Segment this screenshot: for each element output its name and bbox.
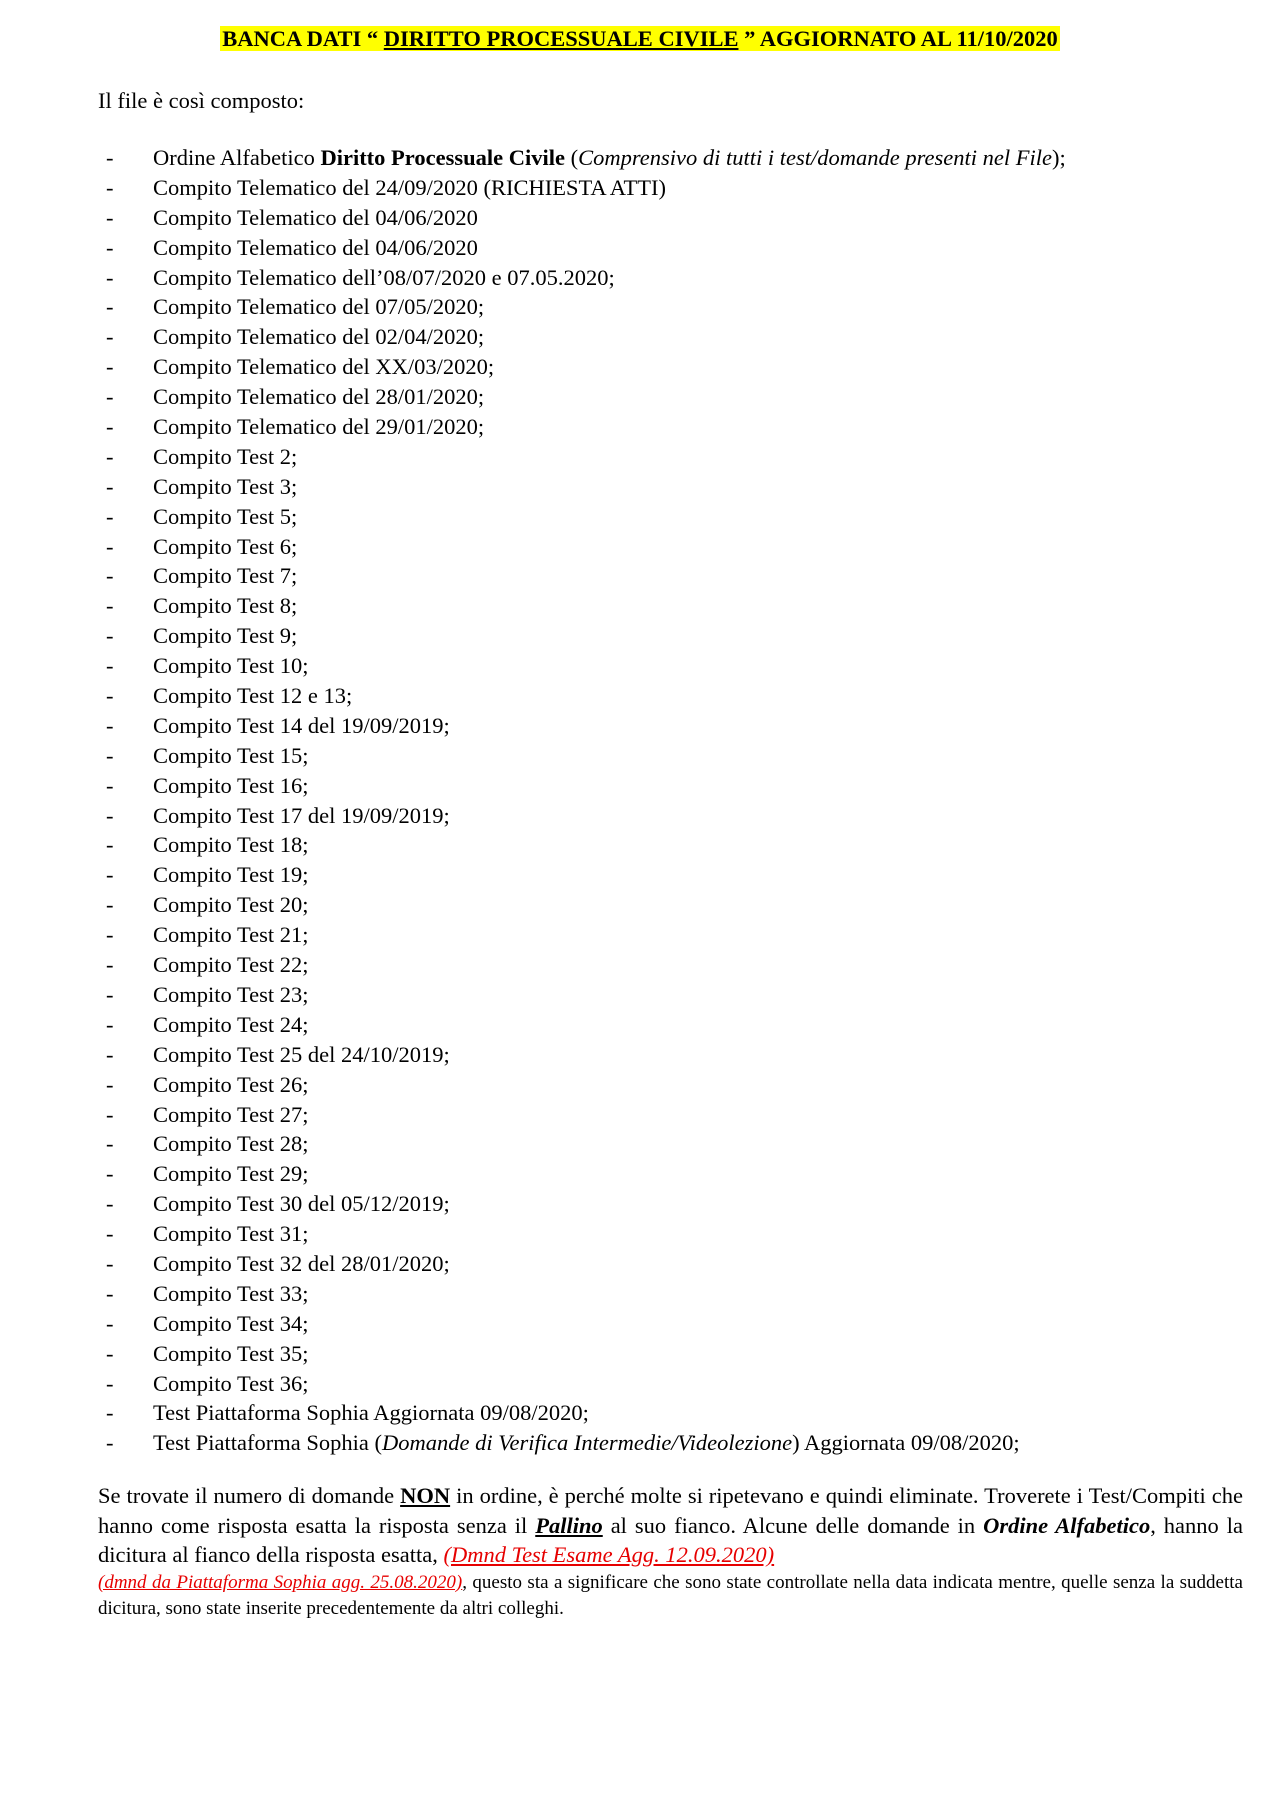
list-item-text: Compito Test 28; <box>153 1131 309 1157</box>
footer-emphasis-pallino: Pallino <box>535 1512 603 1538</box>
list-bullet: - <box>106 952 114 978</box>
list-item-text: Compito Test 9; <box>153 623 298 649</box>
list-item <box>0 1249 1280 1279</box>
list-bullet: - <box>106 384 114 410</box>
list-bullet: - <box>106 712 114 738</box>
footer-red-note-sophia: (dmnd da Piattaforma Sophia agg. 25.08.2020) <box>98 1571 463 1593</box>
footer-paragraph-2 <box>98 1570 1243 1622</box>
title-suffix: ” AGGIORNATO AL 11/10/2020 <box>738 26 1058 51</box>
list-item-text: Compito Test 23; <box>153 981 309 1007</box>
footer-emphasis-ordine: Ordine Alfabetico <box>983 1512 1151 1538</box>
list-item <box>0 1129 1280 1159</box>
list-bullet: - <box>106 742 114 768</box>
list-item-text: Compito Telematico del 24/09/2020 (RICHIESTA ATTI) <box>153 174 667 200</box>
list-bullet: - <box>106 354 114 380</box>
list-item <box>0 1339 1280 1369</box>
list-item <box>0 203 1280 233</box>
list-item <box>0 352 1280 382</box>
list-item-text: Compito Test 33; <box>153 1280 309 1306</box>
list-bullet: - <box>106 862 114 888</box>
list-item <box>0 681 1280 711</box>
list-item-text: Compito Test 15; <box>153 742 309 768</box>
last-item-part: Test Piattaforma Sophia ( <box>153 1430 382 1456</box>
list-bullet: - <box>106 503 114 529</box>
list-item-text: Compito Telematico del 04/06/2020 <box>153 204 478 230</box>
footer-paragraph-1 <box>98 1481 1243 1570</box>
list-item <box>0 1010 1280 1040</box>
list-item <box>0 651 1280 681</box>
intro-text: Il file è così composto: <box>98 88 305 113</box>
footer-red-note-esame: (Dmnd Test Esame Agg. 12.09.2020) <box>443 1542 775 1567</box>
list-item <box>0 173 1280 203</box>
list-bullet: - <box>106 1310 114 1336</box>
list-bullet: - <box>106 623 114 649</box>
list-item <box>0 532 1280 562</box>
list-item <box>0 621 1280 651</box>
list-bullet: - <box>106 1370 114 1396</box>
list-item-text: Compito Test 21; <box>153 922 309 948</box>
list-item <box>0 890 1280 920</box>
list-item-text: Compito Test 30 del 05/12/2019; <box>153 1191 450 1217</box>
list-item <box>0 561 1280 591</box>
list-bullet: - <box>106 832 114 858</box>
list-bullet: - <box>106 533 114 559</box>
list-bullet: - <box>106 294 114 320</box>
list-item-text: Compito Test 20; <box>153 892 309 918</box>
list-item <box>0 1398 1280 1428</box>
first-item-part: ( <box>564 145 579 170</box>
list-item-text: Compito Test 35; <box>153 1340 309 1366</box>
list-item-text: Compito Test 12 e 13; <box>153 683 353 709</box>
list-bullet: - <box>106 772 114 798</box>
list-bullet: - <box>106 145 114 170</box>
footer-text: , hanno la dicitura al fianco della risposta esatta, <box>98 1512 1243 1567</box>
list-item <box>0 1189 1280 1219</box>
list-item-text: Compito Telematico del 04/06/2020 <box>153 234 478 260</box>
list-item <box>0 442 1280 472</box>
list-item-text: Compito Test 6; <box>153 533 298 559</box>
list-item-text: Compito Test 14 del 19/09/2019; <box>153 712 450 738</box>
list-item-text: Compito Test 26; <box>153 1071 309 1097</box>
list-item-text: Compito Test 32 del 28/01/2020; <box>153 1250 450 1276</box>
list-item <box>0 1279 1280 1309</box>
list-item <box>0 1040 1280 1070</box>
list-item-text: Compito Telematico del 28/01/2020; <box>153 384 485 410</box>
first-item-italic: Comprensivo di tutti i test/domande presenti nel File <box>578 145 1053 170</box>
footer-text: in ordine, è perché molte si ripetevano e quindi eliminate. Troverete i Test/Compiti che hanno come risposta esatta la risposta senza il <box>98 1483 1243 1538</box>
list-item-text: Compito Test 24; <box>153 1011 309 1037</box>
title-prefix: BANCA DATI “ <box>222 26 384 51</box>
list-item-text: Compito Test 8; <box>153 593 298 619</box>
list-bullet: - <box>106 1041 114 1067</box>
list-bullet: - <box>106 593 114 619</box>
list-bullet: - <box>106 1101 114 1127</box>
list-bullet: - <box>106 1131 114 1157</box>
list-item-text: Compito Test 2; <box>153 443 298 469</box>
contents-list <box>0 143 1280 1458</box>
first-item-part: ); <box>1052 145 1066 170</box>
list-item <box>0 950 1280 980</box>
list-bullet: - <box>106 234 114 260</box>
list-bullet: - <box>106 1400 114 1426</box>
list-bullet: - <box>106 683 114 709</box>
list-bullet: - <box>106 1161 114 1187</box>
list-bullet: - <box>106 473 114 499</box>
list-bullet: - <box>106 653 114 679</box>
list-bullet: - <box>106 264 114 290</box>
list-item <box>0 1100 1280 1130</box>
list-item-text: Compito Test 10; <box>153 653 309 679</box>
list-item <box>0 233 1280 263</box>
list-item <box>0 1219 1280 1249</box>
list-item <box>0 711 1280 741</box>
list-item <box>0 1309 1280 1339</box>
list-item <box>0 472 1280 502</box>
list-item <box>0 591 1280 621</box>
list-item-text: Compito Test 34; <box>153 1310 309 1336</box>
list-item-text: Compito Test 19; <box>153 862 309 888</box>
list-item <box>0 830 1280 860</box>
list-item-text: Compito Test 31; <box>153 1221 309 1247</box>
list-item <box>0 980 1280 1010</box>
list-bullet: - <box>106 922 114 948</box>
list-bullet: - <box>106 892 114 918</box>
list-item <box>0 860 1280 890</box>
list-bullet: - <box>106 1340 114 1366</box>
list-item-text: Compito Test 18; <box>153 832 309 858</box>
list-bullet: - <box>106 563 114 589</box>
list-item-text: Compito Test 36; <box>153 1370 309 1396</box>
list-bullet: - <box>106 802 114 828</box>
list-item <box>0 143 1280 173</box>
list-item <box>0 1070 1280 1100</box>
list-item <box>0 382 1280 412</box>
list-item-text: Compito Test 27; <box>153 1101 309 1127</box>
list-bullet: - <box>106 1071 114 1097</box>
list-bullet: - <box>106 1430 114 1456</box>
list-item-text: Compito Test 17 del 19/09/2019; <box>153 802 450 828</box>
list-item-text: Compito Telematico del 02/04/2020; <box>153 324 485 350</box>
list-item-text <box>153 1428 1020 1458</box>
list-item <box>0 920 1280 950</box>
list-item-text: Compito Telematico del 07/05/2020; <box>153 294 485 320</box>
footer-notes <box>98 1481 1243 1622</box>
footer-text: Se trovate il numero di domande <box>98 1483 401 1508</box>
title-subject: DIRITTO PROCESSUALE CIVILE <box>383 26 739 51</box>
list-item <box>0 292 1280 322</box>
last-item-part: ) Aggiornata 09/08/2020; <box>792 1430 1020 1456</box>
first-item-part: Ordine Alfabetico <box>153 145 321 170</box>
list-item-text: Compito Telematico del 29/01/2020; <box>153 414 485 440</box>
list-item <box>0 1159 1280 1189</box>
list-bullet: - <box>106 414 114 440</box>
list-item <box>0 412 1280 442</box>
last-item-italic: Domande di Verifica Intermedie/Videolezione <box>382 1430 793 1456</box>
list-bullet: - <box>106 1011 114 1037</box>
list-bullet: - <box>106 204 114 230</box>
list-item <box>0 741 1280 771</box>
list-bullet: - <box>106 1191 114 1217</box>
list-bullet: - <box>106 174 114 200</box>
list-bullet: - <box>106 1250 114 1276</box>
list-item-text: Compito Test 25 del 24/10/2019; <box>153 1041 450 1067</box>
list-item-text: Compito Test 3; <box>153 473 298 499</box>
list-item-text: Compito Test 7; <box>153 563 298 589</box>
first-item-bold: Diritto Processuale Civile <box>320 145 565 170</box>
list-item-text: Compito Test 29; <box>153 1161 309 1187</box>
footer-text: , questo sta a significare che sono state controllate nella data indicata mentre, quelle senza la suddetta dicitura, sono state inserite precedentemente da altri colleghi. <box>98 1571 1243 1619</box>
list-item <box>0 1428 1280 1458</box>
list-item-text: Compito Telematico del XX/03/2020; <box>153 354 495 380</box>
list-item-text <box>153 143 1066 173</box>
list-item <box>0 502 1280 532</box>
list-item <box>0 771 1280 801</box>
footer-text: al suo fianco. Alcune delle domande in <box>602 1512 984 1538</box>
list-bullet: - <box>106 981 114 1007</box>
list-bullet: - <box>106 1221 114 1247</box>
document-title <box>0 24 1280 54</box>
list-item-text: Compito Test 22; <box>153 952 309 978</box>
list-item <box>0 263 1280 293</box>
list-item <box>0 322 1280 352</box>
list-bullet: - <box>106 324 114 350</box>
list-item-text: Test Piattaforma Sophia Aggiornata 09/08/2020; <box>153 1400 589 1426</box>
list-item-text: Compito Telematico dell’08/07/2020 e 07.05.2020; <box>153 264 615 290</box>
list-item <box>0 801 1280 831</box>
title-highlight <box>220 26 1059 51</box>
list-item-text: Compito Test 5; <box>153 503 298 529</box>
footer-emphasis-non: NON <box>400 1483 451 1508</box>
list-item <box>0 1369 1280 1399</box>
list-bullet: - <box>106 443 114 469</box>
list-bullet: - <box>106 1280 114 1306</box>
list-item-text: Compito Test 16; <box>153 772 309 798</box>
